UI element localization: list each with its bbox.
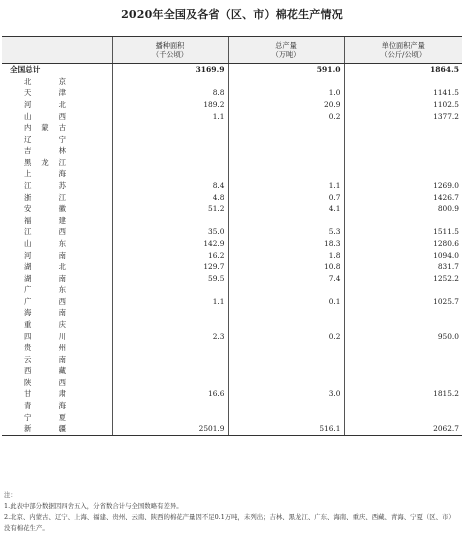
region-cell	[2, 365, 112, 377]
sown-area-cell: 2501.9	[112, 423, 228, 435]
region-name-char: 江	[58, 192, 66, 202]
region-name-char: 林	[58, 146, 66, 156]
yield-cell: 1280.6	[344, 238, 462, 250]
region-name	[24, 215, 66, 226]
yield-cell: 1269.0	[344, 180, 462, 192]
region-name-char: 上	[24, 169, 32, 179]
table-row	[2, 168, 462, 180]
header-row	[2, 37, 462, 64]
region-name-char: 山	[24, 238, 32, 248]
table-row	[2, 272, 462, 284]
region-name-char: 肃	[58, 389, 66, 399]
yield-cell	[344, 145, 462, 157]
total-output-cell	[228, 157, 344, 169]
sown-area-cell: 189.2	[112, 99, 228, 111]
header-total-output-label: 总产量	[275, 41, 297, 50]
region-cell	[2, 180, 112, 192]
sown-area-cell: 16.2	[112, 249, 228, 261]
region-cell	[2, 168, 112, 180]
yield-cell: 831.7	[344, 261, 462, 273]
table-row	[2, 365, 462, 377]
region-name-char: 南	[58, 250, 66, 260]
yield-cell	[344, 157, 462, 169]
region-name-char: 北	[24, 76, 32, 86]
table-row	[2, 296, 462, 308]
yield-cell	[344, 133, 462, 145]
table-row	[2, 411, 462, 423]
region-name	[24, 87, 66, 98]
sown-area-cell	[112, 342, 228, 354]
table-row	[2, 330, 462, 342]
sown-area-cell	[112, 145, 228, 157]
total-output-cell	[228, 168, 344, 180]
region-cell	[2, 64, 112, 76]
region-name-char: 福	[24, 215, 32, 225]
region-name	[24, 203, 66, 214]
region-name	[24, 226, 66, 237]
sown-area-cell: 2.3	[112, 330, 228, 342]
region-name-char: 江	[24, 181, 32, 191]
region-cell	[2, 157, 112, 169]
yield-cell: 1426.7	[344, 191, 462, 203]
region-name-char: 广	[24, 296, 32, 306]
table-row	[2, 284, 462, 296]
table-row	[2, 261, 462, 273]
region-name	[24, 168, 66, 179]
region-name	[24, 342, 66, 353]
region-cell	[2, 110, 112, 122]
total-output-cell	[228, 319, 344, 331]
yield-cell	[344, 319, 462, 331]
region-name	[24, 377, 66, 388]
region-name-char: 西	[58, 296, 66, 306]
total-output-cell	[228, 76, 344, 88]
yield-cell: 1815.2	[344, 388, 462, 400]
table-row	[2, 145, 462, 157]
region-name-char: 甘	[24, 389, 32, 399]
region-name-char: 庆	[58, 320, 66, 329]
footnote-1: 1.此表中部分数据因四舍五入，分省数合计与全国数略有差异。	[4, 502, 183, 510]
total-output-cell	[228, 122, 344, 134]
yield-cell	[344, 377, 462, 389]
region-name-char: 川	[58, 331, 66, 341]
region-name-char: 北	[58, 262, 66, 272]
table-row	[2, 238, 462, 250]
region-name-char: 宁	[58, 134, 66, 144]
region-name-char: 疆	[58, 424, 66, 434]
total-output-cell: 7.4	[228, 272, 344, 284]
region-name-char: 州	[58, 343, 66, 353]
region-name-char: 龙	[41, 157, 49, 167]
header-yield-unit: （公斤/公顷）	[380, 50, 427, 59]
region-name	[24, 412, 66, 423]
total-output-cell: 0.2	[228, 110, 344, 122]
total-output-cell: 0.7	[228, 191, 344, 203]
region-cell	[2, 203, 112, 215]
yield-cell: 1094.0	[344, 249, 462, 261]
table-body	[2, 64, 462, 436]
page-title: 2020年全国及各省（区、市）棉花生产情况	[121, 8, 343, 21]
region-cell	[2, 249, 112, 261]
region-cell	[2, 307, 112, 319]
table-row	[2, 110, 462, 122]
region-name	[24, 284, 66, 295]
yield-cell	[344, 168, 462, 180]
table-row	[2, 191, 462, 203]
header-sown-area-label: 播种面积	[155, 41, 185, 50]
table-row	[2, 99, 462, 111]
region-name-char: 西	[58, 227, 66, 237]
header-region	[2, 37, 112, 64]
region-name	[24, 250, 66, 261]
header-yield-label: 单位面积产量	[381, 41, 425, 50]
region-cell	[2, 388, 112, 400]
region-cell	[2, 87, 112, 99]
region-name	[24, 296, 66, 307]
region-cell	[2, 215, 112, 227]
sown-area-cell: 142.9	[112, 238, 228, 250]
region-name-char: 广	[24, 285, 32, 295]
region-name-char: 夏	[58, 412, 66, 422]
region-name-char: 西	[24, 366, 32, 376]
region-cell	[2, 411, 112, 423]
yield-cell	[344, 411, 462, 423]
region-name-char: 陕	[24, 377, 32, 387]
total-output-cell: 0.1	[228, 296, 344, 308]
region-cell	[2, 238, 112, 250]
total-output-cell	[228, 342, 344, 354]
region-name-char: 内	[24, 123, 32, 133]
region-name	[24, 261, 66, 272]
yield-cell: 1864.5	[344, 64, 462, 76]
region-cell	[2, 261, 112, 273]
region-name	[24, 307, 66, 318]
sown-area-cell: 8.4	[112, 180, 228, 192]
total-output-cell	[228, 353, 344, 365]
sown-area-cell: 59.5	[112, 272, 228, 284]
total-output-cell: 1.8	[228, 249, 344, 261]
region-name-char: 古	[58, 123, 66, 133]
region-cell	[2, 133, 112, 145]
sown-area-cell	[112, 76, 228, 88]
region-cell	[2, 400, 112, 412]
yield-cell: 950.0	[344, 330, 462, 342]
region-cell	[2, 99, 112, 111]
table-row	[2, 122, 462, 134]
region-name	[24, 388, 66, 399]
region-name-char: 南	[58, 273, 66, 283]
region-name-char: 青	[24, 401, 32, 411]
yield-cell	[344, 342, 462, 354]
yield-cell: 1511.5	[344, 226, 462, 238]
sown-area-cell: 4.8	[112, 191, 228, 203]
sown-area-cell	[112, 319, 228, 331]
region-cell	[2, 191, 112, 203]
region-name	[24, 134, 66, 145]
region-name-char: 海	[58, 169, 66, 179]
sown-area-cell	[112, 215, 228, 227]
region-name-char: 湖	[24, 262, 32, 272]
sown-area-cell: 3169.9	[112, 64, 228, 76]
header-total-output	[228, 37, 344, 64]
region-name	[24, 76, 66, 87]
yield-cell: 2062.7	[344, 423, 462, 435]
sown-area-cell: 8.8	[112, 87, 228, 99]
region-name-char: 西	[58, 111, 66, 121]
region-name-char: 重	[24, 320, 32, 329]
sown-area-cell	[112, 168, 228, 180]
table-row	[2, 319, 462, 331]
region-name	[24, 157, 66, 168]
table-row	[2, 180, 462, 192]
table-row	[2, 423, 462, 435]
total-output-cell: 516.1	[228, 423, 344, 435]
region-name-char: 南	[58, 308, 66, 318]
sown-area-cell	[112, 365, 228, 377]
sown-area-cell	[112, 284, 228, 296]
yield-cell: 1141.5	[344, 87, 462, 99]
total-output-cell	[228, 365, 344, 377]
table-row	[2, 87, 462, 99]
total-output-cell: 20.9	[228, 99, 344, 111]
total-output-cell: 1.0	[228, 87, 344, 99]
footnotes	[4, 490, 460, 534]
region-name-char: 云	[24, 354, 32, 364]
total-output-cell: 18.3	[228, 238, 344, 250]
region-name-char: 建	[58, 215, 66, 225]
total-output-cell	[228, 284, 344, 296]
table-row-total	[2, 64, 462, 76]
region-name	[24, 180, 66, 191]
table-row	[2, 215, 462, 227]
total-output-cell	[228, 307, 344, 319]
region-name-char: 湖	[24, 273, 32, 283]
table-row	[2, 157, 462, 169]
sown-area-cell: 1.1	[112, 110, 228, 122]
yield-cell: 800.9	[344, 203, 462, 215]
table-row	[2, 377, 462, 389]
table-row	[2, 76, 462, 88]
header-sown-area	[112, 37, 228, 64]
region-name-char: 安	[24, 204, 32, 214]
table-row	[2, 203, 462, 215]
region-name	[24, 423, 66, 434]
total-output-cell: 10.8	[228, 261, 344, 273]
region-name-char: 辽	[24, 134, 32, 144]
total-output-cell	[228, 215, 344, 227]
region-name-char: 新	[24, 424, 32, 434]
region-name-char: 苏	[58, 181, 66, 191]
region-name-char: 宁	[24, 412, 32, 422]
sown-area-cell	[112, 122, 228, 134]
sown-area-cell	[112, 377, 228, 389]
header-total-output-unit: （万吨）	[271, 50, 301, 59]
region-name	[24, 400, 66, 411]
region-cell	[2, 319, 112, 331]
sown-area-cell	[112, 157, 228, 169]
region-name	[24, 99, 66, 110]
region-cell	[2, 296, 112, 308]
region-name-char: 黑	[24, 157, 32, 167]
total-output-cell	[228, 133, 344, 145]
table-row	[2, 400, 462, 412]
yield-cell: 1377.2	[344, 110, 462, 122]
header-sown-area-unit: （千公顷）	[152, 50, 188, 59]
total-output-cell	[228, 411, 344, 423]
table-row	[2, 133, 462, 145]
yield-cell	[344, 76, 462, 88]
yield-cell: 1102.5	[344, 99, 462, 111]
total-output-cell: 0.2	[228, 330, 344, 342]
region-name-char: 四	[24, 331, 32, 341]
region-cell	[2, 76, 112, 88]
region-name-char: 京	[58, 76, 66, 86]
total-output-cell: 1.1	[228, 180, 344, 192]
region-name-char: 山	[24, 111, 32, 121]
footnote-2: 2.北京、内蒙古、辽宁、上海、福建、贵州、云南、陕西的棉花产量因不足0.1万吨，未列出；吉林、黑龙江、广东、海南、重庆、西藏、青海、宁夏（区、市）没有棉花生产。	[4, 513, 455, 532]
region-name	[24, 192, 66, 203]
region-name	[24, 238, 66, 249]
sown-area-cell	[112, 353, 228, 365]
region-name	[24, 365, 66, 376]
region-cell	[2, 226, 112, 238]
yield-cell	[344, 353, 462, 365]
region-name	[24, 331, 66, 342]
total-output-cell: 4.1	[228, 203, 344, 215]
yield-cell	[344, 215, 462, 227]
total-output-cell: 591.0	[228, 64, 344, 76]
total-output-cell: 5.3	[228, 226, 344, 238]
sown-area-cell	[112, 307, 228, 319]
region-name-char: 藏	[58, 366, 66, 376]
total-output-cell: 3.0	[228, 388, 344, 400]
yield-cell	[344, 122, 462, 134]
region-cell	[2, 377, 112, 389]
region-name-char: 北	[58, 100, 66, 110]
region-name-char: 徽	[58, 204, 66, 214]
region-name-char: 海	[24, 308, 32, 318]
region-name	[24, 273, 66, 284]
region-cell	[2, 423, 112, 435]
region-cell	[2, 284, 112, 296]
region-name	[24, 354, 66, 365]
region-name-char: 东	[58, 285, 66, 295]
sown-area-cell: 51.2	[112, 203, 228, 215]
table-row	[2, 342, 462, 354]
yield-cell	[344, 400, 462, 412]
region-name-char: 天	[24, 88, 32, 98]
table-row	[2, 353, 462, 365]
table-row	[2, 388, 462, 400]
region-name-char: 蒙	[41, 123, 49, 133]
region-cell	[2, 272, 112, 284]
region-name-char: 河	[24, 250, 32, 260]
region-name	[24, 319, 66, 330]
footnote-label: 注：	[4, 491, 17, 499]
region-name-char: 南	[58, 354, 66, 364]
region-cell	[2, 122, 112, 134]
table-row	[2, 307, 462, 319]
region-name-char: 西	[58, 377, 66, 387]
total-output-cell	[228, 377, 344, 389]
header-yield-per-area	[344, 37, 462, 64]
region-name	[24, 122, 66, 133]
yield-cell: 1252.2	[344, 272, 462, 284]
region-name-char: 贵	[24, 343, 32, 353]
region-cell	[2, 353, 112, 365]
region-name-char: 吉	[24, 146, 32, 156]
sown-area-cell: 35.0	[112, 226, 228, 238]
region-name-char: 海	[58, 401, 66, 411]
total-output-cell	[228, 145, 344, 157]
sown-area-cell	[112, 411, 228, 423]
table-row	[2, 249, 462, 261]
region-name-char: 江	[58, 157, 66, 167]
region-name-char: 浙	[24, 192, 32, 202]
region-name	[24, 111, 66, 122]
cotton-production-table	[2, 36, 462, 436]
region-cell	[2, 342, 112, 354]
region-cell	[2, 330, 112, 342]
region-cell	[2, 145, 112, 157]
region-name	[24, 145, 66, 156]
sown-area-cell: 1.1	[112, 296, 228, 308]
sown-area-cell	[112, 400, 228, 412]
table-row	[2, 226, 462, 238]
sown-area-cell: 129.7	[112, 261, 228, 273]
table-header	[2, 37, 462, 64]
total-output-cell	[228, 400, 344, 412]
sown-area-cell	[112, 133, 228, 145]
yield-cell	[344, 284, 462, 296]
yield-cell	[344, 307, 462, 319]
sown-area-cell: 16.6	[112, 388, 228, 400]
region-name-char: 东	[58, 238, 66, 248]
region-name-char: 江	[24, 227, 32, 237]
region-name-char: 河	[24, 100, 32, 110]
region-name: 全国总计	[10, 65, 41, 75]
yield-cell: 1025.7	[344, 296, 462, 308]
region-name-char: 津	[58, 88, 66, 98]
yield-cell	[344, 365, 462, 377]
